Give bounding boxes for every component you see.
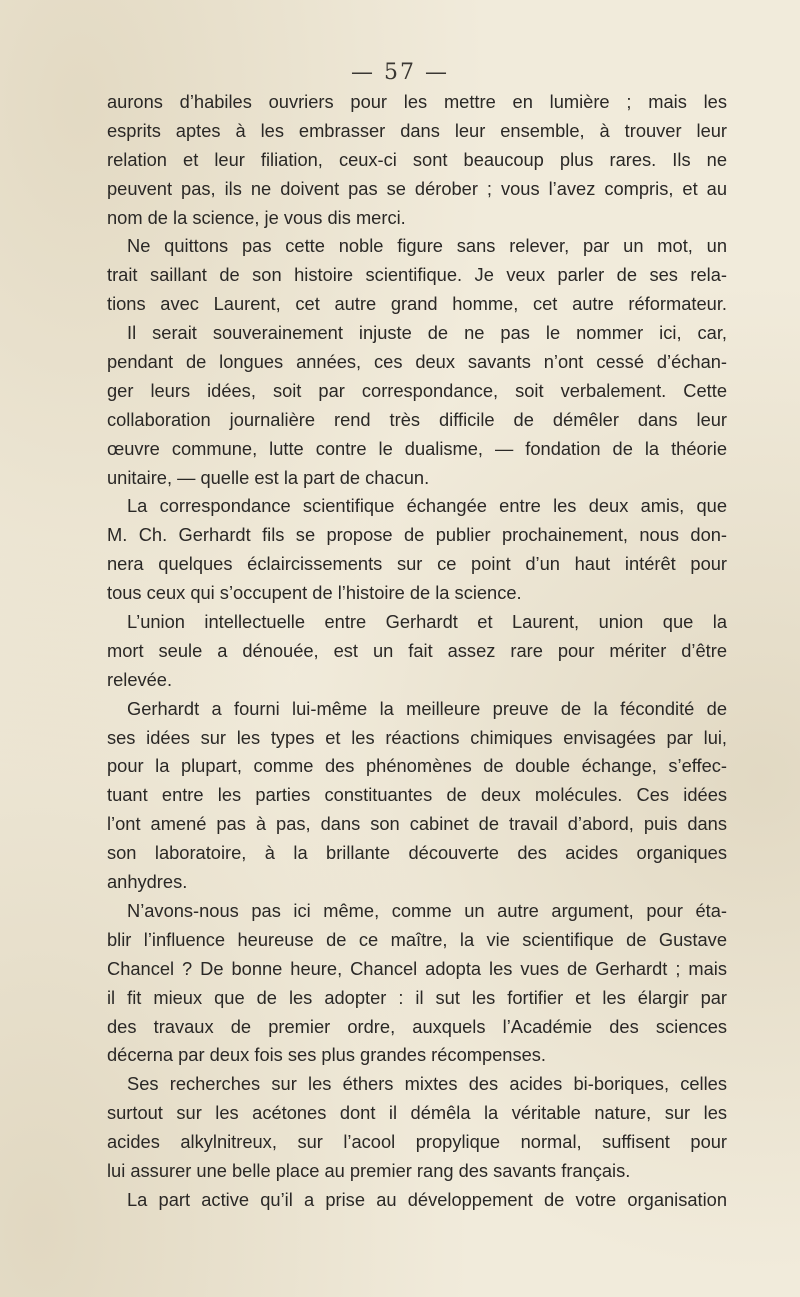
text-line: M. Ch. Gerhardt fils se propose de publier prochainement, nous don-	[107, 524, 727, 546]
text-line: des travaux de premier ordre, auxquels l’Académie des sciences	[107, 1015, 727, 1037]
text-line: blir l’influence heureuse de ce maître, la vie scientifique de Gustave	[107, 928, 727, 950]
text-line: relation et leur filiation, ceux-ci sont beaucoup plus rares. Ils ne	[107, 148, 727, 170]
text-line: Il serait souverainement injuste de ne pas le nommer ici, car,	[127, 322, 727, 344]
text-line: Chancel ? De bonne heure, Chancel adopta les vues de Gerhardt ; mais	[107, 957, 727, 979]
text-line: relevée.	[107, 668, 173, 690]
text-line: trait saillant de son histoire scientifique. Je veux parler de ses rela-	[107, 264, 727, 286]
text-line: N’avons-nous pas ici même, comme un autre argument, pour éta-	[127, 899, 727, 921]
text-line: nera quelques éclaircissements sur ce point d’un haut intérêt pour	[107, 553, 727, 575]
text-line: décerna par deux fois ses plus grandes récompenses.	[107, 1044, 546, 1066]
text-line: collaboration journalière rend très difficile de démêler dans leur	[107, 408, 727, 430]
text-line: L’union intellectuelle entre Gerhardt et Laurent, union que la	[127, 611, 727, 633]
text-line: il fit mieux que de les adopter : il sut les fortifier et les élargir par	[107, 986, 727, 1008]
text-line: esprits aptes à les embrasser dans leur ensemble, à trouver leur	[107, 119, 727, 141]
text-line: tuant entre les parties constituantes de deux molécules. Ces idées	[107, 784, 727, 806]
text-line: acides alkylnitreux, sur l’acool propylique normal, suffisent pour	[107, 1131, 727, 1153]
text-line: peuvent pas, ils ne doivent pas se dérober ; vous l’avez compris, et au	[107, 177, 727, 199]
body-text	[107, 88, 727, 1215]
page-number: — 57 —	[351, 60, 449, 85]
text-line: pour la plupart, comme des phénomènes de double échange, s’effec-	[107, 755, 727, 777]
text-line: tions avec Laurent, cet autre grand homme, cet autre réformateur.	[107, 293, 727, 315]
text-line: aurons d’habiles ouvriers pour les mettre en lumière ; mais les	[107, 91, 727, 112]
text-line: ger leurs idées, soit par correspondance, soit verbalement. Cette	[107, 379, 727, 401]
text-line: pendant de longues années, ces deux savants n’ont cessé d’échan-	[107, 351, 727, 373]
text-line: nom de la science, je vous dis merci.	[107, 206, 406, 228]
text-line: lui assurer une belle place au premier rang des savants français.	[107, 1159, 631, 1181]
text-line: unitaire, — quelle est la part de chacun.	[107, 466, 430, 488]
text-line: son laboratoire, à la brillante découverte des acides organiques	[107, 842, 727, 864]
text-line: Ne quittons pas cette noble figure sans relever, par un mot, un	[127, 235, 727, 257]
text-line: Gerhardt a fourni lui-même la meilleure preuve de la fécondité de	[127, 697, 727, 719]
text-line: ses idées sur les types et les réactions chimiques envisagées par lui,	[107, 726, 727, 748]
text-line: Ses recherches sur les éthers mixtes des acides bi-boriques, celles	[127, 1073, 727, 1095]
text-line: La part active qu’il a prise au développement de votre organisation	[127, 1188, 727, 1210]
text-line: mort seule a dénouée, est un fait assez rare pour mériter d’être	[107, 639, 727, 661]
text-line: anhydres.	[107, 871, 188, 893]
text-line: l’ont amené pas à pas, dans son cabinet de travail d’abord, puis dans	[107, 813, 727, 835]
text-line: œuvre commune, lutte contre le dualisme, — fondation de la théorie	[107, 437, 727, 459]
text-line: surtout sur les acétones dont il démêla la véritable nature, sur les	[107, 1102, 727, 1124]
text-line: La correspondance scientifique échangée entre les deux amis, que	[127, 495, 727, 517]
text-line: tous ceux qui s’occupent de l’histoire de la science.	[107, 582, 522, 604]
